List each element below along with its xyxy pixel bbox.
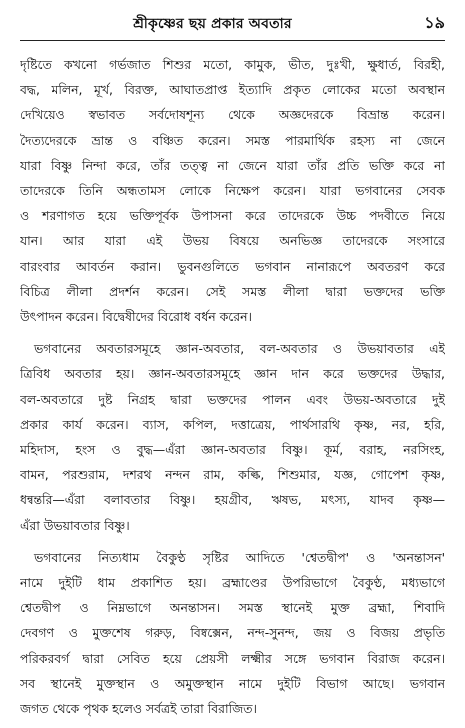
text-line: ধন্বন্তরি—এঁরা বলাবতার বিষ্ণু। হয়গ্রীব, ঋষভ, মৎস্য, যাদব কৃষ্ণ—	[20, 492, 445, 508]
text-line: যান। আর যারা এই উভয় বিষয়ে অনভিজ্ঞ তাদেরকে সংসারে	[20, 233, 445, 249]
text-line: বিচিত্র লীলা প্রদর্শন করেন। সেই সমস্ত লীলা দ্বারা ভক্তদের ভক্তি	[20, 283, 445, 299]
text-line: বামন, পরশুরাম, দশরথ নন্দন রাম, কল্কি, শিশুমার, যজ্ঞ, গোপেশ কৃষ্ণ,	[20, 467, 445, 483]
running-title: শ্রীকৃষ্ণের ছয় প্রকার অবতার	[133, 16, 292, 32]
text-line: শ্বেতদ্বীপ ও নিম্নভাগে অনন্তাসন। সমস্ত স্থানেই মুক্ত ব্রহ্মা, শিবাদি	[20, 600, 445, 616]
text-line: ত্রিবিধ অবতার হয়। জ্ঞান-অবতারসমূহে জ্ঞান দান করে ভক্তদের উদ্ধার,	[20, 366, 445, 382]
text-line: নামে দুইটি ধাম প্রকাশিত হয়। ব্রহ্মাণ্ডের উপরিভাগে বৈকুণ্ঠ, মধ্যভাগে	[20, 575, 445, 591]
text-line: প্রকার কার্য করেন। ব্যাস, কপিল, দত্তাত্রেয়, পার্থসারথি কৃষ্ণ, নর, হরি,	[20, 416, 445, 432]
text-line: বল-অবতারে দুষ্ট নিগ্রহ দ্বারা ভক্তদের পালন এবং উভয়-অবতারে দুই	[20, 391, 445, 407]
text-line: যারা বিষ্ণু নিন্দা করে, তাঁর তত্ত্ব না জেনে যারা তাঁর প্রতি ভক্তি করে না	[20, 157, 445, 173]
text-line: দেবগণ ও মুক্তশেষ গরুড়, বিষ্বক্সেন, নন্দ-সুনন্দ, জয় ও বিজয় প্রভৃতি	[20, 625, 445, 641]
text-line: ও শরণাগত হয়ে ভক্তিপূর্বক উপাসনা করে তাদেরকে উচ্চ পদবীতে নিয়ে	[20, 208, 445, 224]
page-header	[20, 6, 445, 41]
paragraph	[20, 336, 445, 538]
text-line: দৈত্যদেরকে ভ্রান্ত ও বঞ্চিত করেন। সমস্ত পারমার্থিক রহস্য না জেনে	[20, 132, 445, 148]
text-line: দৃষ্টিতে কখনো গর্ভজাত শিশুর মতো, কামুক, ভীত, দুঃখী, ক্ষুধার্ত, বিরহী,	[20, 57, 445, 72]
paragraph	[20, 52, 445, 329]
text-line: বারংবার আবর্তন করান। ভুবনগুলিতে ভগবান নানারূপে অবতরণ করে	[20, 258, 445, 274]
text-line: জগত থেকে পৃথক হলেও সর্বত্রই তারা বিরাজিত।	[20, 701, 257, 717]
text-line: মহিদাস, হংস ও বুদ্ধ—এঁরা জ্ঞান-অবতার বিষ্ণু। কূর্ম, বরাহ, নরসিংহ,	[20, 442, 445, 458]
paragraph	[20, 545, 445, 721]
text-line: দেখিয়েও স্বভাবত সর্বদোষশূন্য থেকে অজ্ঞদেরকে বিভ্রান্ত করেন।	[20, 107, 445, 123]
page-number: ১৯	[424, 13, 445, 32]
body-text	[20, 52, 445, 728]
text-line: পরিকরবর্গ দ্বারা সেবিত হয়ে প্রেয়সী লক্ষ্মীর সঙ্গে ভগবান বিরাজ করেন।	[20, 650, 445, 666]
text-line: ভগবানের নিত্যধাম বৈকুণ্ঠ সৃষ্টির আদিতে 'শ্বেতদ্বীপ' ও 'অনন্তাসন'	[34, 549, 445, 565]
text-line: উৎপাদন করেন। বিদ্বেষীদের বিরোধ বর্ধন করেন।	[20, 309, 252, 325]
text-line: বদ্ধ, মলিন, মূর্খ, বিরক্ত, আঘাতপ্রাপ্ত ইত্যাদি প্রকৃত লোকের মতো অবস্থান	[20, 82, 445, 98]
text-line: ভগবানের অবতারসমূহে জ্ঞান-অবতার, বল-অবতার ও উভয়াবতার এই	[34, 341, 445, 357]
text-line: এঁরা উভয়াবতার বিষ্ণু।	[20, 517, 130, 533]
text-line: তাদেরকে তিনি অন্ধতামস লোকে নিক্ষেপ করেন। যারা ভগবানের সেবক	[20, 183, 445, 199]
text-line: সব স্থানেই মুক্তস্থান ও অমুক্তস্থান নামে দুইটি বিভাগ আছে। ভগবান	[20, 675, 445, 691]
